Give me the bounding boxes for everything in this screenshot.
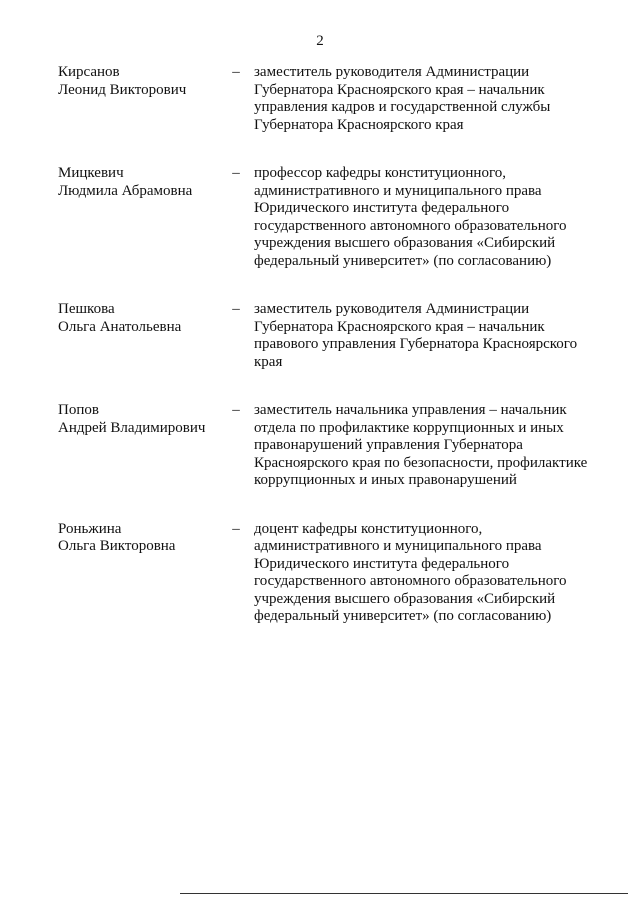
member-name (58, 521, 224, 626)
member-position: заместитель руководителя Администрации Губернатора Красноярского края – начальник управления кадров и государственной службы Губернатора Красноярского края (254, 64, 551, 133)
member-given-names: Ольга Викторовна (58, 538, 176, 554)
member-entry (58, 402, 618, 490)
member-position: профессор кафедры конституционного, административного и муниципального права Юридического института федерального государственного автономного образовательного учреждения высшего образования «Сибирский федеральный университет» (по согласованию) (254, 165, 567, 269)
member-position: заместитель начальника управления – начальник отдела по профилактике коррупционных и иных правонарушений управления Губернатора Красноярского края по безопасности, профилактике коррупционных и иных правонарушений (254, 402, 588, 488)
dash-separator: – (232, 402, 240, 418)
dash-separator: – (232, 64, 240, 80)
member-entry (58, 165, 618, 270)
member-name (58, 402, 224, 490)
page-number: 2 (316, 33, 324, 49)
member-given-names: Леонид Викторович (58, 81, 187, 98)
member-surname: Роньжина (58, 520, 122, 537)
member-position: доцент кафедры конституционного, административного и муниципального права Юридического института федерального государственного автономного образовательного учреждения высшего образования «Сибирский федеральный университет» (по согласованию) (254, 520, 567, 624)
dash-separator: – (232, 165, 240, 181)
member-name (58, 301, 224, 371)
member-entry (58, 301, 618, 371)
member-position: заместитель руководителя Администрации Губернатора Красноярского края – начальник правового управления Губернатора Красноярского края (254, 301, 578, 370)
member-surname: Мицкевич (58, 165, 124, 181)
member-list (58, 64, 618, 626)
member-given-names: Ольга Анатольевна (58, 318, 182, 335)
member-surname: Кирсанов (58, 64, 120, 80)
dash-separator: – (232, 520, 240, 537)
member-name (58, 165, 224, 270)
member-entry (58, 521, 618, 626)
member-surname: Пешкова (58, 301, 115, 317)
member-entry (58, 64, 618, 134)
member-given-names: Андрей Владимирович (58, 419, 206, 436)
member-name (58, 64, 224, 134)
member-surname: Попов (58, 402, 99, 418)
footer-rule (180, 893, 628, 894)
member-given-names: Людмила Абрамовна (58, 182, 193, 199)
dash-separator: – (232, 301, 240, 317)
